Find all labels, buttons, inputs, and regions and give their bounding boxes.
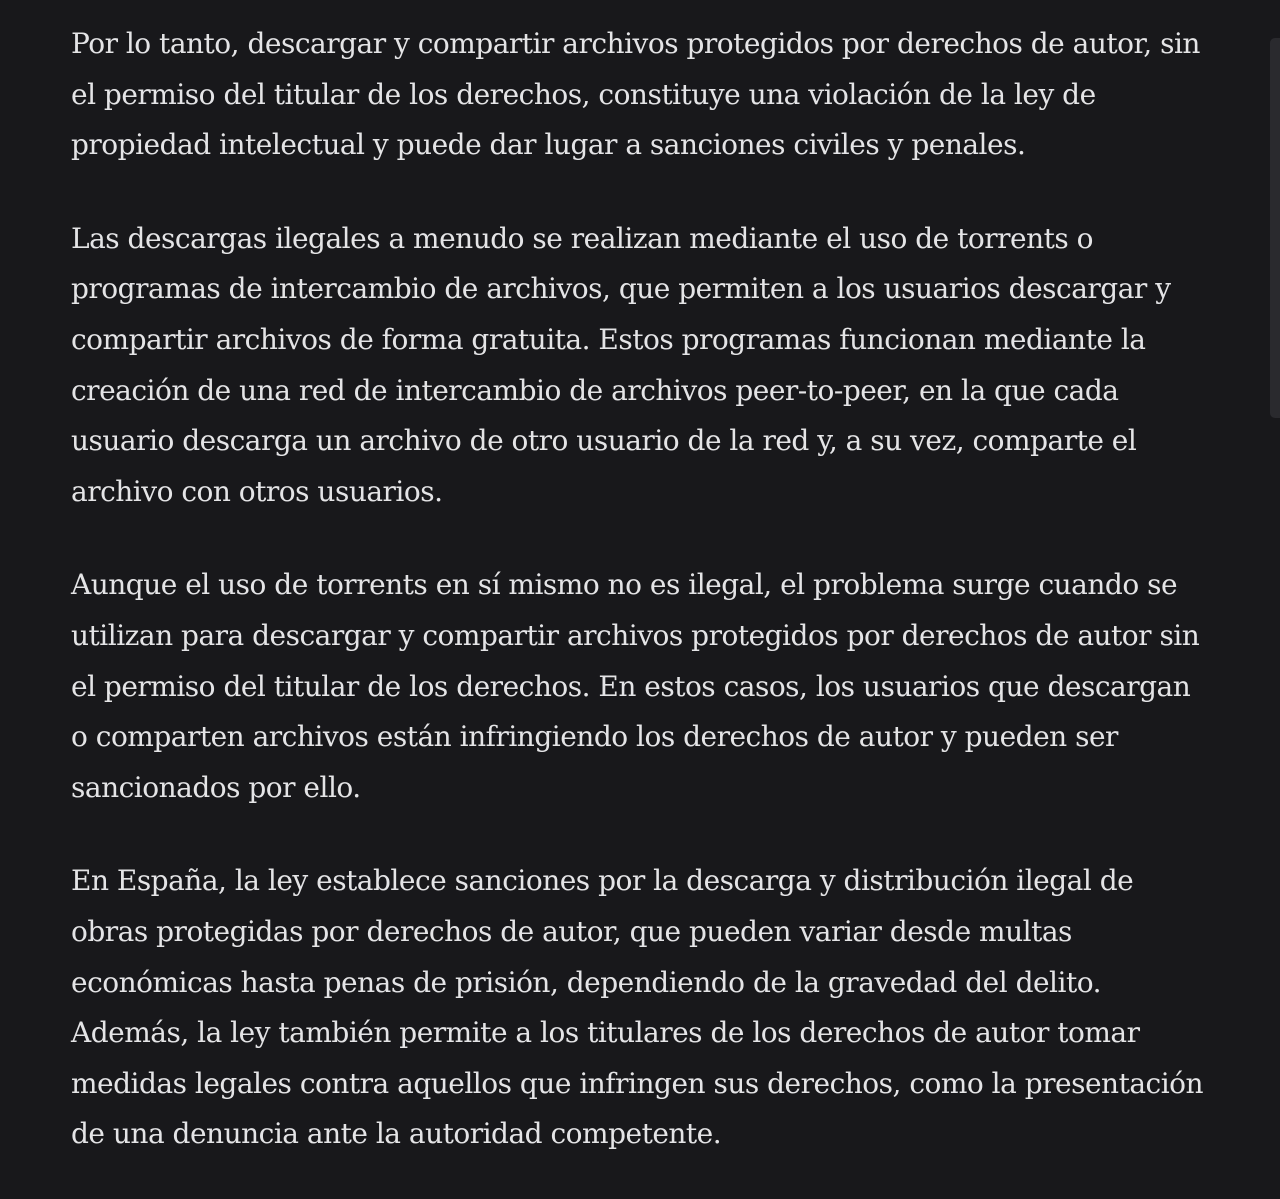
scrollbar[interactable] — [1270, 38, 1280, 418]
text-line: usuario descarga un archivo de otro usuario de la red y, a su vez, comparte el — [71, 424, 1137, 458]
text-line: Por lo tanto, descargar y compartir archivos protegidos por derechos de autor, sin — [71, 27, 1200, 60]
text-line: Aunque el uso de torrents en sí mismo no es ilegal, el problema surge cuando se — [71, 568, 1178, 602]
text-line: Además, la ley también permite a los titulares de los derechos de autor tomar — [71, 1016, 1140, 1050]
text-line: creación de una red de intercambio de archivos peer-to-peer, en la que cada — [71, 373, 1119, 407]
text-line: de una denuncia ante la autoridad competente. — [71, 1117, 722, 1151]
text-line: archivo con otros usuarios. — [71, 474, 443, 508]
paragraph-4 — [71, 856, 1221, 1160]
text-line: obras protegidas por derechos de autor, que pueden variar desde multas — [71, 914, 1072, 948]
text-line: sancionados por ello. — [71, 770, 361, 804]
paragraph-3 — [71, 560, 1221, 813]
text-line: medidas legales contra aquellos que infringen sus derechos, como la presentación — [71, 1066, 1204, 1100]
text-line: el permiso del titular de los derechos. En estos casos, los usuarios que descargan — [71, 669, 1191, 703]
text-line: utilizan para descargar y compartir archivos protegidos por derechos de autor sin — [71, 618, 1200, 652]
text-line: Las descargas ilegales a menudo se realizan mediante el uso de torrents o — [71, 221, 1093, 255]
article-body — [71, 19, 1221, 1199]
paragraph-1 — [71, 19, 1221, 171]
text-line: En España, la ley establece sanciones por la descarga y distribución ilegal de — [71, 864, 1134, 898]
text-line: programas de intercambio de archivos, que permiten a los usuarios descargar y — [71, 272, 1171, 306]
text-line: propiedad intelectual y puede dar lugar a sanciones civiles y penales. — [71, 128, 1026, 162]
text-line: compartir archivos de forma gratuita. Estos programas funcionan mediante la — [71, 322, 1146, 356]
text-line: o comparten archivos están infringiendo los derechos de autor y pueden ser — [71, 720, 1118, 754]
text-line: el permiso del titular de los derechos, constituye una violación de la ley de — [71, 77, 1096, 111]
text-line: económicas hasta penas de prisión, dependiendo de la gravedad del delito. — [71, 965, 1101, 999]
paragraph-2 — [71, 214, 1221, 518]
